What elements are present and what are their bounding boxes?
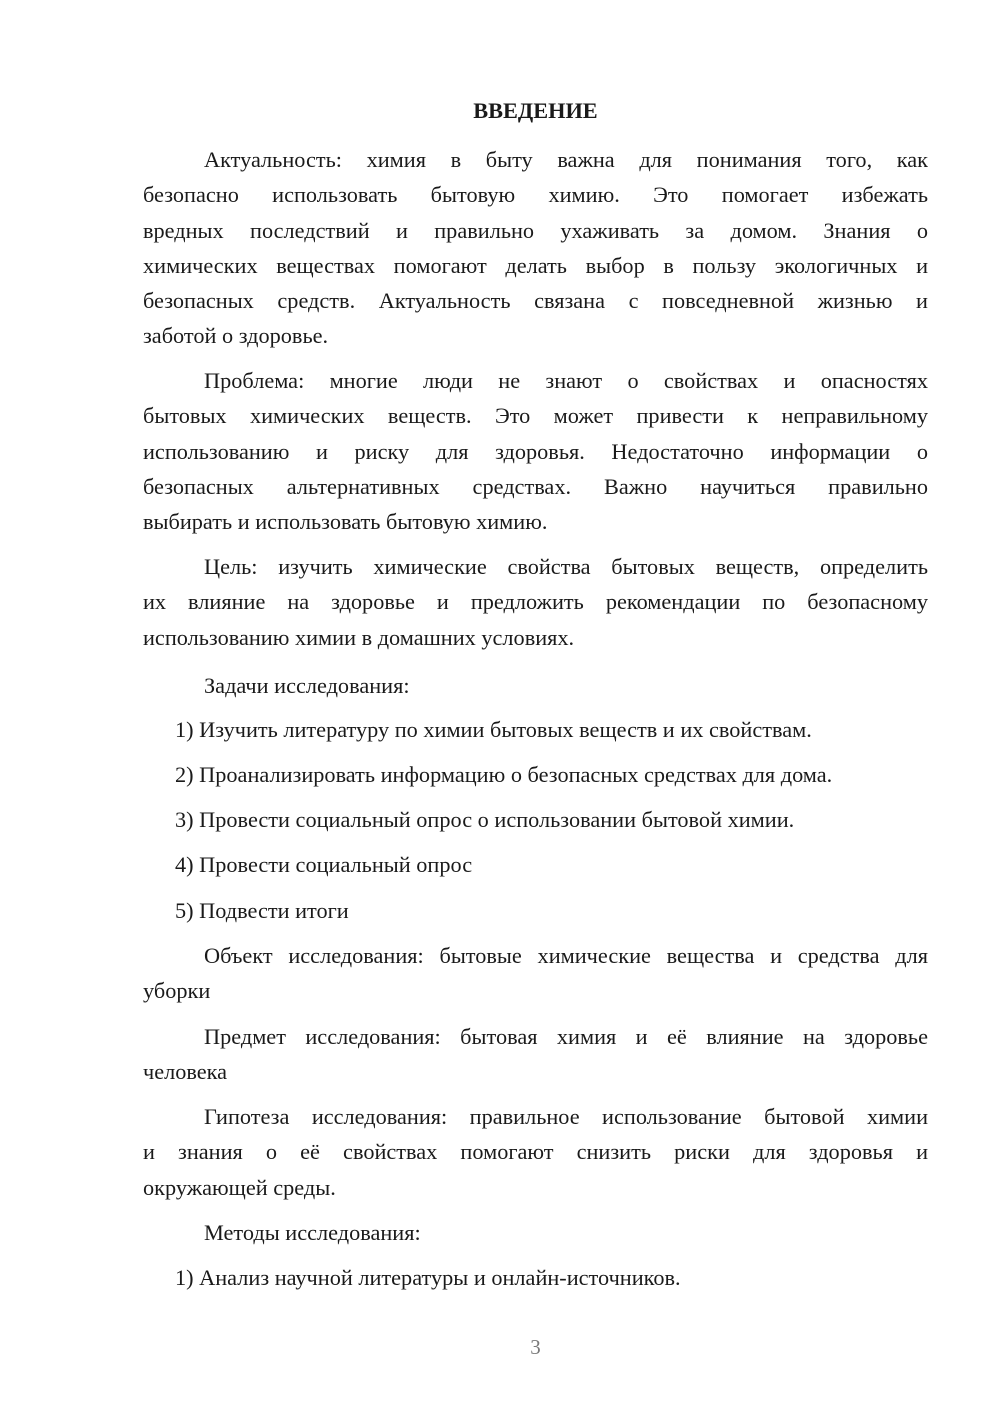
paragraph-line: уборки xyxy=(143,978,211,1004)
paragraph-line: бытовых химических веществ. Это может привести к неправильному xyxy=(143,403,928,429)
subject-paragraph xyxy=(143,1019,928,1090)
paragraph-line: Актуальность: химия в быту важна для понимания того, как xyxy=(204,147,928,172)
paragraph-line: Объект исследования: бытовые химические вещества и средства для xyxy=(204,943,928,968)
paragraph-line: использованию химии в домашних условиях. xyxy=(143,624,575,650)
hypothesis-paragraph xyxy=(143,1099,928,1205)
task-item: 4) Провести социальный опрос xyxy=(175,852,473,877)
problem-paragraph xyxy=(143,363,928,539)
task-item: 5) Подвести итоги xyxy=(175,898,349,923)
paragraph-line: безопасных альтернативных средствах. Важно научиться правильно xyxy=(143,473,928,499)
methods-title: Методы исследования: xyxy=(204,1220,421,1245)
paragraph-line: безопасно использовать бытовую химию. Это помогает избежать xyxy=(143,182,928,208)
relevance-paragraph xyxy=(143,142,928,354)
paragraph-line: Предмет исследования: бытовая химия и её влияние на здоровье xyxy=(204,1024,928,1049)
paragraph-line: их влияние на здоровье и предложить рекомендации по безопасному xyxy=(143,589,928,615)
task-item: 3) Провести социальный опрос о использовании бытовой химии. xyxy=(175,807,795,832)
paragraph-line: безопасных средств. Актуальность связана с повседневной жизнью и xyxy=(143,288,928,314)
method-item: 1) Анализ научной литературы и онлайн-источников. xyxy=(175,1265,681,1290)
page-number: 3 xyxy=(530,1335,541,1359)
object-paragraph xyxy=(143,938,928,1009)
paragraph-line: Цель: изучить химические свойства бытовых веществ, определить xyxy=(204,554,928,579)
paragraph-line: Проблема: многие люди не знают о свойствах и опасностях xyxy=(204,368,928,393)
goal-paragraph xyxy=(143,549,928,655)
paragraph-line: выбирать и использовать бытовую химию. xyxy=(143,509,548,535)
paragraph-line: химических веществах помогают делать выбор в пользу экологичных и xyxy=(143,252,928,278)
task-item: 1) Изучить литературу по химии бытовых веществ и их свойствам. xyxy=(175,717,812,742)
section-heading: ВВЕДЕНИЕ xyxy=(473,98,598,123)
tasks-title: Задачи исследования: xyxy=(204,673,410,698)
paragraph-line: и знания о её свойствах помогают снизить риски для здоровья и xyxy=(143,1139,928,1165)
task-item: 2) Проанализировать информацию о безопасных средствах для дома. xyxy=(175,762,833,787)
paragraph-line: Гипотеза исследования: правильное использование бытовой химии xyxy=(204,1104,928,1129)
paragraph-line: использованию и риску для здоровья. Недостаточно информации о xyxy=(143,438,928,464)
paragraph-line: заботой о здоровье. xyxy=(143,323,329,349)
paragraph-line: окружающей среды. xyxy=(143,1174,336,1200)
paragraph-line: человека xyxy=(143,1059,228,1085)
paragraph-line: вредных последствий и правильно ухаживать за домом. Знания о xyxy=(143,217,928,243)
